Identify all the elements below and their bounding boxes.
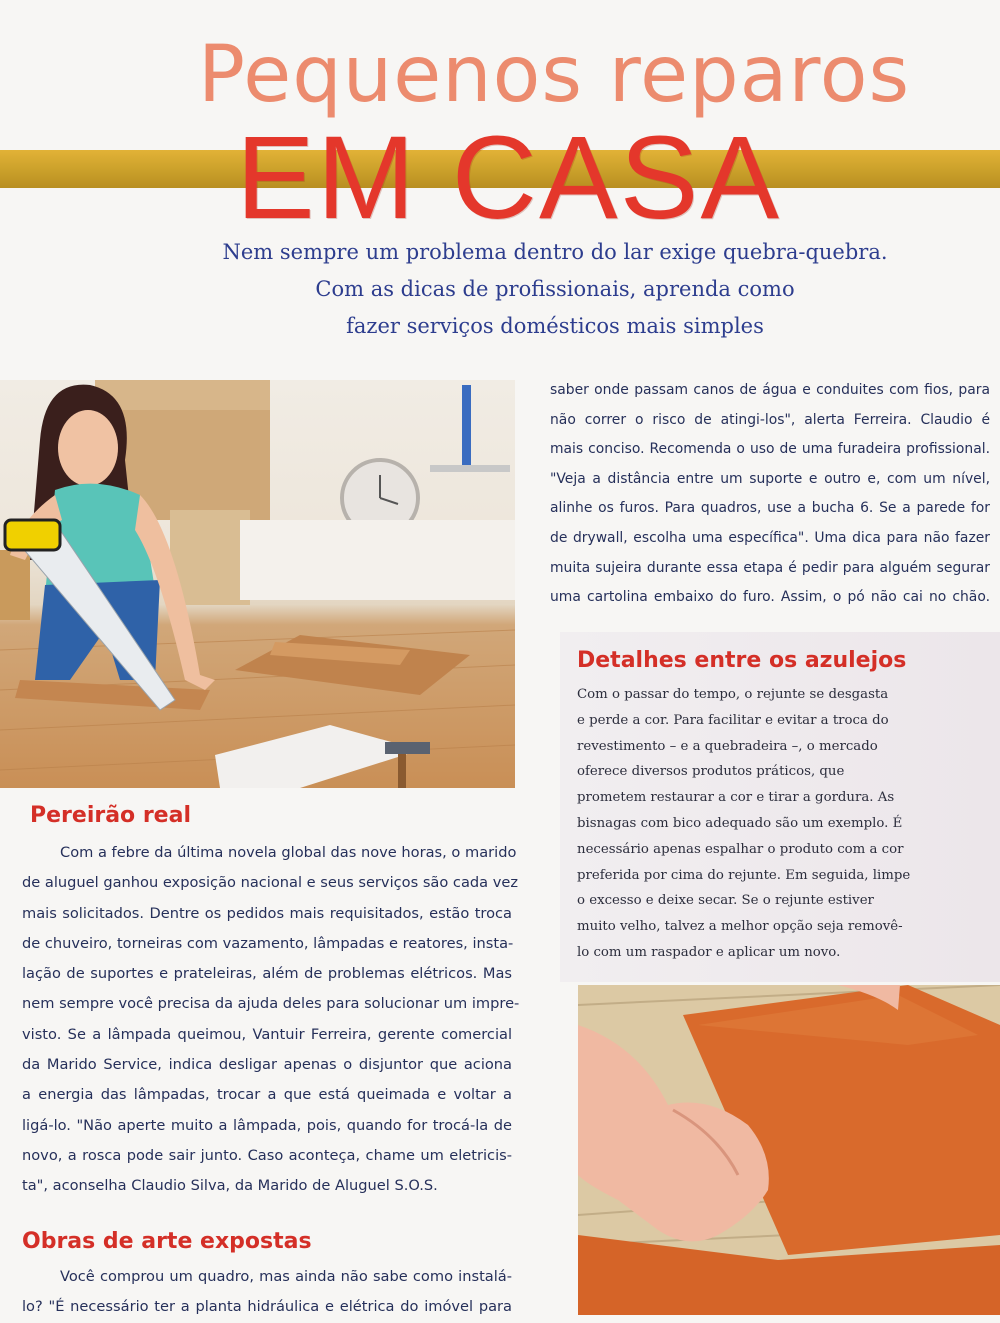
text-line: preferida por cima do rejunte. Em seguida, limpe [577,867,911,883]
text-line: de chuveiro, torneiras com vazamento, lâmpadas e reatores, insta- [22,934,514,952]
tile-photo-hand [578,985,1000,1315]
text-line: não correr o risco de atingi-los", alerta Ferreira. Claudio é [550,411,990,428]
text-line: o excesso e deixe secar. Se o rejunte estiver [577,893,874,909]
text-line: oferece diversos produtos práticos, que [577,764,845,780]
subtitle-line: Nem sempre um problema dentro do lar exige quebra-quebra. [222,240,888,264]
tile-illustration [578,985,1000,1315]
text-line: mais solicitados. Dentre os pedidos mais requisitados, estão troca [22,904,512,922]
text-line: muita sujeira durante essa etapa é pedir para alguém segurar [550,559,990,576]
text-line: de aluguel ganhou exposição nacional e seus serviços são cada vez [22,874,519,892]
title-line-2: EM CASA [236,112,782,244]
text-line: Com a febre da última novela global das nove horas, o marido [60,844,517,861]
text-line: alinhe os furos. Para quadros, use a bucha 6. Se a parede for [550,500,990,517]
hero-illustration [0,380,515,788]
heading-pereirao: Pereirão real [30,803,191,828]
text-line: revestimento – e a quebradeira –, o mercado [577,738,878,754]
subtitle [150,234,960,345]
text-line: mais conciso. Recomenda o uso de uma furadeira profissional. [550,441,990,458]
text-line: lação de suportes e prateleiras, além de problemas elétricos. Mas [22,965,512,983]
wood-plank [235,635,470,695]
azulejos-text [577,682,917,966]
text-line: "Veja a distância entre um suporte e outro e, com um nível, [550,470,990,487]
text-line: e perde a cor. Para facilitar e evitar a troca do [577,712,889,728]
text-line: a energia das lâmpadas, trocar a que está queimada e voltar a [22,1086,512,1104]
text-line: prometem restaurar a cor e tirar a gordura. As [577,790,895,806]
text-line: visto. Se a lâmpada queimou, Vantuir Ferreira, gerente comercial [22,1025,512,1043]
saw-handle [5,520,60,550]
text-line: novo, a rosca pode sair junto. Caso aconteça, chame um eletricis- [22,1146,512,1164]
text-line: de drywall, escolha uma específica". Uma dica para não fazer [550,529,990,546]
hammer-head [385,742,430,754]
title-line-1: Pequenos reparos [198,30,911,120]
basket [0,550,30,620]
text-line: muito velho, talvez a melhor opção seja removê- [577,919,903,935]
text-line: lo com um raspador e aplicar um novo. [577,944,841,960]
hero-photo-woman-sawing [0,380,515,788]
heading-azulejos: Detalhes entre os azulejos [577,648,907,673]
text-line: Você comprou um quadro, mas ainda não sabe como instalá- [60,1268,512,1285]
obras-text [22,1262,512,1323]
text-line: saber onde passam canos de água e conduites com fios, para [550,382,990,398]
subtitle-line: fazer serviços domésticos mais simples [346,314,764,338]
text-line: uma cartolina embaixo do furo. Assim, o pó não cai no chão. [550,589,990,606]
text-line: nem sempre você precisa da ajuda deles para solucionar um impre- [22,995,520,1013]
heading-obras: Obras de arte expostas [22,1229,312,1254]
text-line: bisnagas com bico adequado são um exemplo. É [577,815,903,831]
text-line: da Marido Service, indica desligar apenas o disjuntor que aciona [22,1056,512,1074]
text-line: ta", aconselha Claudio Silva, da Marido de Aluguel S.O.S. [22,1177,438,1195]
paper-sheet [215,725,420,788]
woman-face [58,410,118,486]
continuation-text [550,376,990,613]
text-line: ligá-lo. "Não aperte muito a lâmpada, pois, quando for trocá-la de [22,1116,512,1134]
paint-roller-handle [462,385,471,465]
text-line: lo? "É necessário ter a planta hidráulica e elétrica do imóvel para [22,1298,512,1316]
text-line: necessário apenas espalhar o produto com a cor [577,841,904,857]
white-sheet [240,520,515,600]
text-line: Com o passar do tempo, o rejunte se desgasta [577,687,889,702]
ladder [430,465,510,472]
pereirao-text [22,838,520,1202]
subtitle-line: Com as dicas de profissionais, aprenda como [315,277,795,301]
